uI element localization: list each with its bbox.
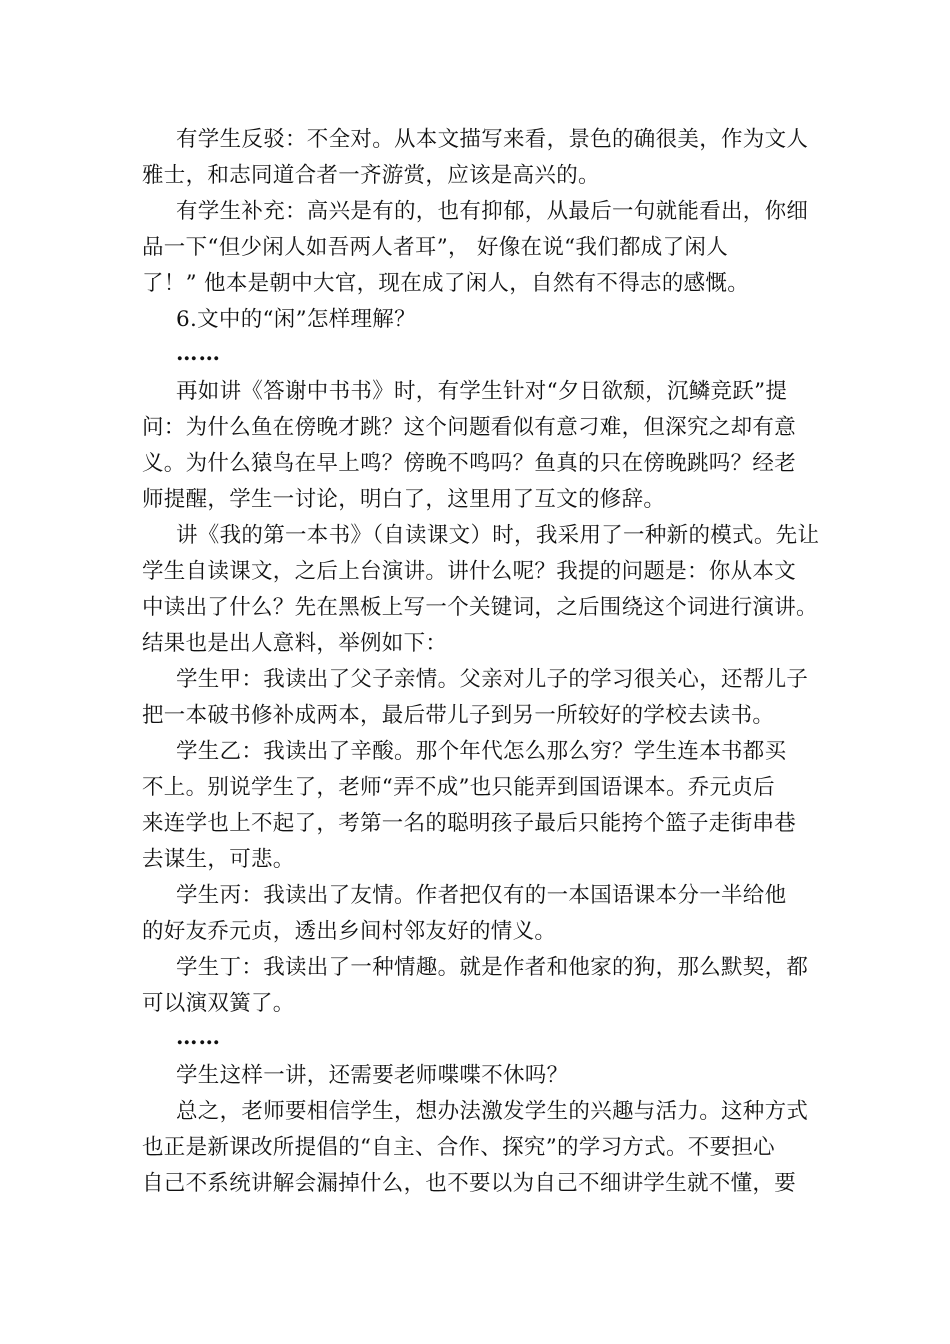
text-line: 学生丁：我读出了一种情趣。就是作者和他家的狗，那么默契，都 <box>176 955 809 980</box>
text-line: 不上。别说学生了，老师“弄不成”也只能弄到国语课本。乔元贞后 <box>142 775 775 800</box>
text-line: 学生甲：我读出了父子亲情。父亲对儿子的学习很关心，还帮儿子 <box>176 667 809 692</box>
text-line: 义。为什么猿鸟在早上鸣？傍晚不鸣吗？鱼真的只在傍晚跳吗？经老 <box>142 451 797 476</box>
text-line: 学生自读课文，之后上台演讲。讲什么呢？我提的问题是：你从本文 <box>142 559 797 584</box>
text-line: 学生丙：我读出了友情。作者把仅有的一本国语课本分一半给他 <box>176 883 787 908</box>
text-line: 来连学也上不起了，考第一名的聪明孩子最后只能挎个篮子走街串巷 <box>142 811 797 836</box>
text-line: 再如讲《答谢中书书》时，有学生针对“夕日欲颓，沉鳞竞跃”提 <box>176 379 788 404</box>
text-line: 品一下“但少闲人如吾两人者耳”， 好像在说“我们都成了闲人 <box>142 235 729 260</box>
text-line: 问：为什么鱼在傍晚才跳？这个问题看似有意刁难，但深究之却有意 <box>142 415 797 440</box>
text-line: 师提醒，学生一讨论，明白了，这里用了互文的修辞。 <box>142 487 666 512</box>
ellipsis-line: …… <box>176 1025 221 1050</box>
text-line: 总之，老师要相信学生，想办法激发学生的兴趣与活力。这种方式 <box>176 1099 809 1124</box>
text-line: 有学生补充：高兴是有的，也有抑郁，从最后一句就能看出，你细 <box>176 199 809 224</box>
text-line: 去谋生，可悲。 <box>142 847 295 872</box>
text-line: 结果也是出人意料，举例如下： <box>142 631 448 656</box>
text-line: 学生乙：我读出了辛酸。那个年代怎么那么穷？学生连本书都买 <box>176 739 787 764</box>
text-line: 把一本破书修补成两本，最后带儿子到另一所较好的学校去读书。 <box>142 703 775 728</box>
text-line: 也正是新课改所提倡的“自主、合作、探究”的学习方式。不要担心 <box>142 1135 775 1160</box>
ellipsis-line: …… <box>176 341 221 366</box>
text-line: 自己不系统讲解会漏掉什么，也不要以为自己不细讲学生就不懂，要 <box>142 1171 797 1196</box>
text-line: 6.文中的“闲”怎样理解？ <box>176 307 416 332</box>
text-line: 了！” 他本是朝中大官，现在成了闲人，自然有不得志的感慨。 <box>142 271 750 296</box>
text-line: 的好友乔元贞，透出乡间村邻友好的情义。 <box>142 919 557 944</box>
text-line: 讲《我的第一本书》（自读课文）时，我采用了一种新的模式。先让 <box>176 523 820 548</box>
text-line: 有学生反驳：不全对。从本文描写来看，景色的确很美，作为文人 <box>176 127 809 152</box>
text-line: 学生这样一讲，还需要老师喋喋不休吗？ <box>176 1063 569 1088</box>
text-line: 可以演双簧了。 <box>142 991 295 1016</box>
text-line: 雅士，和志同道合者一齐游赏，应该是高兴的。 <box>142 163 600 188</box>
text-line: 中读出了什么？先在黑板上写一个关键词，之后围绕这个词进行演讲。 <box>142 595 818 620</box>
